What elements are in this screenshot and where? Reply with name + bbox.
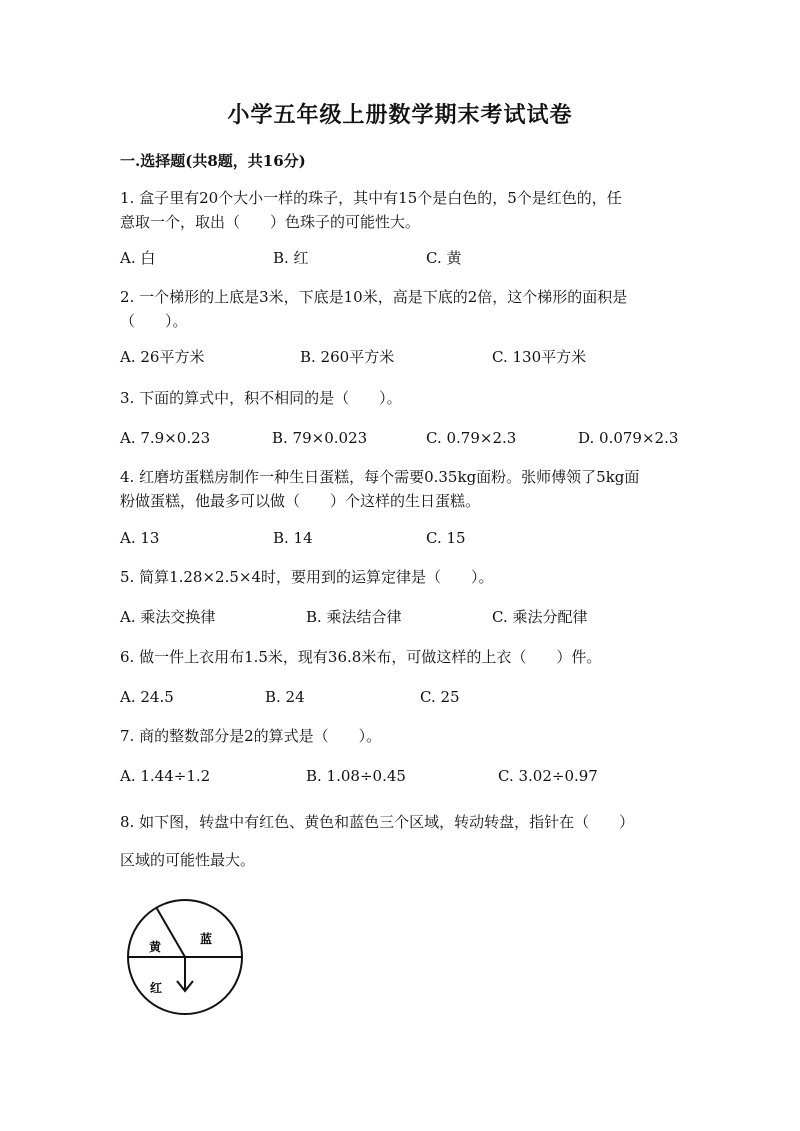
question-line: 4. 红磨坊蛋糕房制作一种生日蛋糕，每个需要0.35kg面粉。张师傅领了5kg面 (120, 468, 640, 486)
option-b[interactable]: B. 14 (273, 529, 313, 547)
option-a[interactable]: A. 7.9×0.23 (120, 429, 211, 447)
option-c[interactable]: C. 130平方米 (492, 348, 587, 366)
option-c[interactable]: C. 3.02÷0.97 (498, 767, 598, 785)
question-5 (120, 565, 685, 589)
option-b[interactable]: B. 79×0.023 (272, 429, 368, 447)
spinner-label-blue: 蓝 (200, 932, 213, 946)
options-4 (120, 526, 700, 550)
question-line: （ ）。 (120, 312, 188, 330)
option-b[interactable]: B. 1.08÷0.45 (306, 767, 406, 785)
question-4 (120, 465, 685, 513)
section-heading: 一.选择题(共8题，共16分) (120, 152, 306, 170)
option-c[interactable]: C. 15 (426, 529, 466, 547)
option-c[interactable]: C. 黄 (426, 249, 462, 267)
question-3 (120, 386, 685, 410)
options-1 (120, 246, 700, 270)
question-line: 2. 一个梯形的上底是3米，下底是10米，高是下底的2倍，这个梯形的面积是 (120, 288, 628, 306)
option-a[interactable]: A. 乘法交换律 (120, 608, 216, 626)
option-b[interactable]: B. 24 (265, 688, 305, 706)
options-7 (120, 764, 700, 788)
option-a[interactable]: A. 白 (120, 249, 156, 267)
question-line: 7. 商的整数部分是2的算式是（ ）。 (120, 727, 382, 745)
option-a[interactable]: A. 1.44÷1.2 (120, 767, 211, 785)
question-6 (120, 645, 685, 669)
option-d[interactable]: D. 0.079×2.3 (578, 429, 679, 447)
options-5 (120, 605, 700, 629)
question-line: 3. 下面的算式中，积不相同的是（ ）。 (120, 389, 402, 407)
question-line: 粉做蛋糕，他最多可以做（ ）个这样的生日蛋糕。 (120, 492, 481, 510)
spinner-label-yellow: 黄 (149, 940, 162, 954)
question-line: 意取一个，取出（ ）色珠子的可能性大。 (120, 213, 421, 231)
option-a[interactable]: A. 13 (120, 529, 160, 547)
option-b[interactable]: B. 乘法结合律 (306, 608, 402, 626)
page-title: 小学五年级上册数学期末考试试卷 (227, 102, 573, 128)
question-line: 区域的可能性最大。 (120, 851, 256, 869)
question-7 (120, 724, 685, 748)
options-6 (120, 685, 700, 709)
options-3 (120, 426, 700, 450)
option-b[interactable]: B. 红 (273, 249, 309, 267)
option-c[interactable]: C. 乘法分配律 (492, 608, 588, 626)
question-line: 6. 做一件上衣用布1.5米，现有36.8米布，可做这样的上衣（ ）件。 (120, 648, 602, 666)
question-line: 8. 如下图，转盘中有红色、黄色和蓝色三个区域，转动转盘，指针在（ ） (120, 813, 635, 831)
question-line: 5. 简算1.28×2.5×4时，要用到的运算定律是（ ）。 (120, 568, 494, 586)
spinner-label-red: 红 (150, 981, 163, 995)
option-c[interactable]: C. 25 (420, 688, 460, 706)
option-b[interactable]: B. 260平方米 (300, 348, 395, 366)
question-line: 1. 盒子里有20个大小一样的珠子，其中有15个是白色的，5个是红色的，任 (120, 189, 622, 207)
question-1 (120, 186, 685, 234)
question-8 (120, 803, 685, 879)
option-a[interactable]: A. 26平方米 (120, 348, 205, 366)
question-2 (120, 285, 685, 333)
option-c[interactable]: C. 0.79×2.3 (426, 429, 517, 447)
option-a[interactable]: A. 24.5 (120, 688, 174, 706)
options-2 (120, 345, 700, 369)
spinner-diagram (120, 893, 255, 1018)
